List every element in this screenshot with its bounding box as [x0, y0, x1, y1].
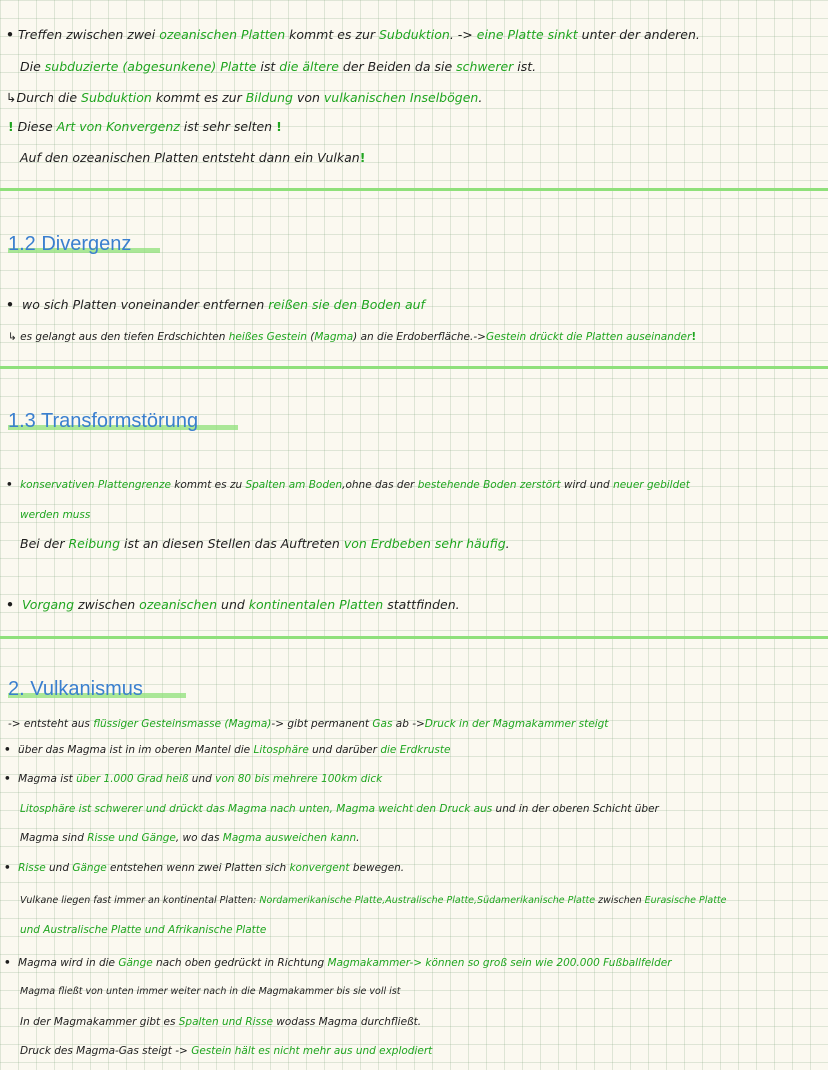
highlight: Magmakammer: [327, 957, 410, 969]
highlight: Gestein drückt die Platten auseinander: [485, 331, 692, 343]
highlight: konvergent: [289, 862, 350, 874]
text: zwischen: [595, 895, 645, 906]
text: ist: [256, 59, 280, 74]
bullet: •: [4, 957, 11, 969]
text: Vulkane liegen fast immer an kontinental Platten:: [20, 895, 260, 906]
text-line-explosion: [20, 1043, 828, 1059]
text: ) an die Erdoberfläche.->: [353, 331, 486, 343]
exclamation-icon: !: [276, 119, 282, 134]
highlight: Gas: [372, 718, 393, 730]
text-line-plates: [20, 893, 828, 909]
text-line-volcano: [20, 150, 828, 166]
text-line-plates-cont: [20, 922, 828, 938]
exclamation-icon: !: [8, 119, 14, 134]
text-line-chamber-fills: [20, 984, 828, 1000]
text: wodass Magma durchfließt.: [272, 1016, 422, 1028]
text: ist an diesen Stellen das Auftreten: [120, 536, 344, 551]
text: Druck des Magma-Gas steigt ->: [20, 1045, 192, 1057]
text: kommt es zur: [285, 27, 379, 42]
highlight: Bildung: [245, 90, 293, 105]
text: Durch die: [16, 90, 82, 105]
text: Magma wird in die: [14, 957, 119, 969]
highlight: Risse: [18, 862, 46, 874]
text: von: [292, 90, 324, 105]
text: bewegen.: [349, 862, 405, 874]
text: -> gibt permanent: [271, 718, 373, 730]
bullet: •: [6, 479, 13, 491]
highlight: Litosphäre: [253, 744, 309, 756]
highlight: Eurasische Platte: [644, 895, 727, 906]
text: stattfinden.: [383, 597, 460, 612]
text-line-magma-rises: [8, 329, 828, 345]
text: entstehen wenn zwei Platten sich: [106, 862, 290, 874]
exclamation-icon: !: [691, 331, 697, 343]
text: entsteht aus: [20, 718, 94, 730]
text: ,ohne das der: [342, 479, 418, 491]
highlight: Subduktion: [81, 90, 152, 105]
highlight: subduzierte (abgesunkene) Platte: [44, 59, 257, 74]
text: . ->: [449, 27, 477, 42]
highlight: kontinentalen Platten: [248, 597, 384, 612]
text: ab ->: [392, 718, 425, 730]
text: Bei der: [20, 536, 69, 551]
text: und in der oberen Schicht über: [492, 803, 659, 815]
highlight: Risse und Gänge: [87, 832, 176, 844]
text-line-magma-temp: [4, 771, 828, 787]
highlight: Gänge: [72, 862, 107, 874]
text: wo sich Platten voneinander entfernen: [18, 297, 269, 312]
section-divider: [0, 366, 828, 369]
highlight: ozeanischen: [139, 597, 218, 612]
text: .: [356, 832, 360, 844]
text: ist.: [513, 59, 537, 74]
text: nach oben gedrückt in Richtung: [152, 957, 328, 969]
highlight: von 80 bis mehrere 100km dick: [215, 773, 383, 785]
highlight: bestehende Boden zerstört: [417, 479, 561, 491]
highlight: Spalten am Boden: [245, 479, 343, 491]
text: .: [478, 90, 483, 105]
bullet: •: [6, 597, 14, 612]
text: es gelangt aus den tiefen Erdschichten: [16, 331, 229, 343]
text-line-must-form: [20, 507, 828, 523]
highlight: konservativen Plattengrenze: [20, 479, 171, 491]
highlight: von Erdbeben sehr häufig: [343, 536, 506, 551]
highlight: werden muss: [20, 509, 91, 521]
highlight: Druck in der Magmakammer steigt: [424, 718, 609, 730]
text: Magma sind: [20, 832, 88, 844]
text: ist sehr selten: [179, 119, 277, 134]
text: Diese: [13, 119, 57, 134]
text-line-magma-chamber: [4, 955, 828, 971]
text-line-diverge: [6, 297, 828, 313]
highlight: -> können so groß sein wie 200.000 Fußballfelder: [409, 957, 672, 969]
text: und: [188, 773, 216, 785]
highlight: Magma: [314, 331, 354, 343]
highlight: schwerer: [456, 59, 514, 74]
text-line-older-plate: [20, 59, 828, 75]
heading-divergenz: 1.2 Divergenz: [8, 233, 132, 255]
text: unter der anderen.: [577, 27, 700, 42]
text: und: [217, 597, 249, 612]
text: Die: [20, 59, 45, 74]
highlight: Spalten und Risse: [178, 1016, 273, 1028]
text: und: [45, 862, 73, 874]
text: (: [306, 331, 315, 343]
bullet: •: [4, 773, 11, 785]
highlight: Subduktion: [379, 27, 450, 42]
text: .: [505, 536, 510, 551]
text: kommt es zu: [170, 479, 246, 491]
heading-transform: 1.3 Transformstörung: [8, 410, 199, 432]
text: In der Magmakammer gibt es: [20, 1016, 179, 1028]
highlight: Nordamerikanische Platte,Australische Platte,Südamerikanische Platte: [259, 895, 596, 906]
text: wird und: [560, 479, 614, 491]
text: kommt es zur: [151, 90, 246, 105]
highlight: neuer gebildet: [613, 479, 690, 491]
text-line-magma-origin: [8, 716, 828, 732]
text-line-chamber-cracks: [20, 1014, 828, 1030]
text: zwischen: [74, 597, 140, 612]
highlight: über 1.000 Grad heiß: [76, 773, 189, 785]
bullet: •: [6, 297, 14, 312]
text-line-island-arcs: [6, 90, 828, 106]
text: ist: [56, 773, 77, 785]
highlight: Gestein hält es nicht mehr aus und explodiert: [191, 1045, 433, 1057]
highlight: Vorgang: [21, 597, 75, 612]
section-divider: [0, 636, 828, 639]
bullet: •: [4, 744, 11, 756]
text-line-pressure: [20, 801, 828, 817]
highlight: Magma ausweichen kann: [222, 832, 357, 844]
highlight: Gänge: [118, 957, 153, 969]
text: und darüber: [308, 744, 381, 756]
text-line-rare-convergence: [8, 119, 828, 135]
text-line-process: [6, 597, 828, 613]
arrow-icon: ↳: [8, 331, 17, 343]
exclamation-icon: !: [359, 150, 366, 165]
highlight: reißen sie den Boden auf: [268, 297, 425, 312]
highlight: die Erdkruste: [380, 744, 451, 756]
highlight: flüssiger Gesteinsmasse (Magma): [93, 718, 272, 730]
text: über das Magma ist in im oberen Mantel die: [14, 744, 254, 756]
text: Treffen zwischen zwei: [18, 27, 160, 42]
text: Magma: [18, 773, 57, 785]
highlight: heißes Gestein: [228, 331, 307, 343]
highlight: vulkanischen Inselbögen: [323, 90, 479, 105]
highlight: und Australische Platte und Afrikanische Platte: [20, 924, 267, 936]
text-line-convergent: [4, 860, 828, 876]
text: Auf den ozeanischen Platten entsteht dann ein Vulkan: [20, 150, 360, 165]
section-divider: [0, 188, 828, 191]
text-line-subduction: [6, 27, 828, 43]
heading-vulkanismus: 2. Vulkanismus: [8, 678, 143, 700]
text: der Beiden da sie: [338, 59, 457, 74]
text-line-lithosphere: [4, 742, 828, 758]
highlight: Reibung: [68, 536, 121, 551]
bullet: •: [6, 27, 14, 42]
highlight: Magma weicht den Druck aus: [336, 803, 493, 815]
text-line-friction: [20, 536, 828, 552]
highlight: eine Platte sinkt: [476, 27, 578, 42]
highlight: ozeanischen Platten: [159, 27, 286, 42]
text-line-conservative: [6, 477, 828, 493]
highlight: Art von Konvergenz: [56, 119, 180, 134]
text-line-cracks: [20, 830, 828, 846]
bullet: •: [4, 862, 11, 874]
text: Magma fließt von unten immer weiter nach in die Magmakammer bis sie voll ist: [20, 986, 401, 997]
text: , wo das: [175, 832, 223, 844]
arrow-icon: ->: [8, 718, 21, 730]
highlight: die ältere: [279, 59, 339, 74]
arrow-icon: ↳: [6, 90, 17, 105]
highlight: Litosphäre ist schwerer und drückt das Magma nach unten,: [20, 803, 337, 815]
